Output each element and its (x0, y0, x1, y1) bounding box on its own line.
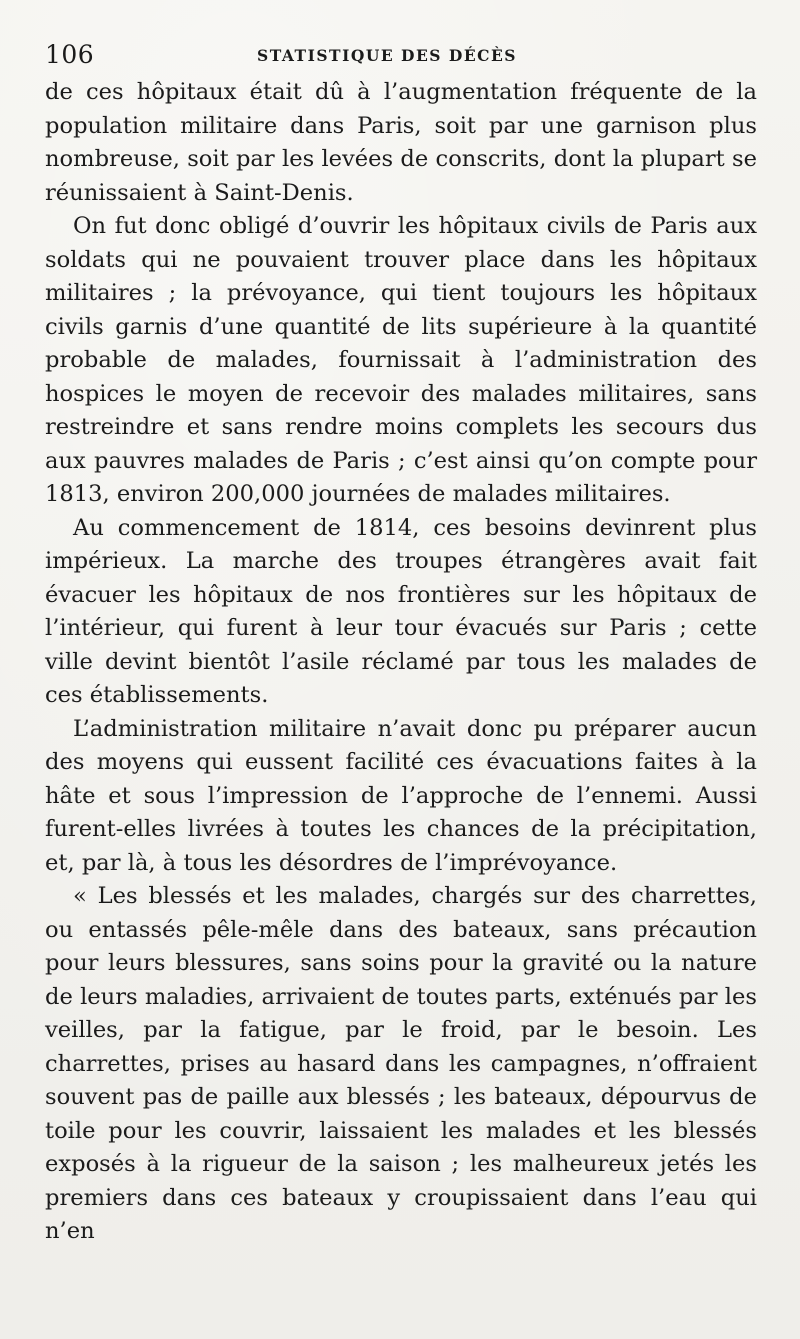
paragraph: de ces hôpitaux était dû à l’augmentation fréquente de la population militaire dans Paris, soit par une garnison plus nombreuse, soit par les levées de conscrits, dont la plupart se réunissaient à Saint-Denis. (45, 79, 757, 206)
body-text (45, 76, 757, 1249)
page-number: 106 (45, 40, 95, 69)
paragraph: « Les blessés et les malades, chargés sur des charrettes, ou entassés pêle-mêle dans des bateaux, sans précaution pour leurs blessures, sans soins pour la gravité ou la nature de leurs maladies, arrivaient de toutes parts, exténués par les veilles, par la fatigue, par le froid, par le besoin. Les charrettes, prises au hasard dans les campagnes, n’offraient souvent pas de paille aux blessés ; les bateaux, dépourvus de toile pour les couvrir, laissaient les malades et les blessés exposés à la rigueur de la saison ; les malheureux jetés les premiers dans ces bateaux y croupissaient dans l’eau qui n’en (45, 883, 757, 1244)
paragraph: Au commencement de 1814, ces besoins devinrent plus impérieux. La marche des troupes étrangères avait fait évacuer les hôpitaux de nos frontières sur les hôpitaux de l’intérieur, qui furent à leur tour évacués sur Paris ; cette ville devint bientôt l’asile réclamé par tous les malades de ces établissements. (45, 514, 757, 708)
running-title: STATISTIQUE DES DÉCÈS (257, 46, 517, 65)
paragraph: L’administration militaire n’avait donc pu préparer aucun des moyens qui eussent facilité ces évacuations faites à la hâte et sous l’impression de l’approche de l’ennemi. Aussi furent-elles livrées à toutes les chances de la précipitation, et, par là, à tous les désordres de l’imprévoyance. (45, 715, 757, 876)
paragraph: On fut donc obligé d’ouvrir les hôpitaux civils de Paris aux soldats qui ne pouvaient trouver place dans les hôpitaux militaires ; la prévoyance, qui tient toujours les hôpitaux civils garnis d’une quantité de lits supérieure à la quantité probable de malades, fournissait à l’administration des hospices le moyen de recevoir des malades militaires, sans restreindre et sans rendre moins complets les secours dus aux pauvres malades de Paris ; c’est ainsi qu’on compte pour 1813, environ 200,000 journées de malades militaires. (45, 213, 757, 507)
